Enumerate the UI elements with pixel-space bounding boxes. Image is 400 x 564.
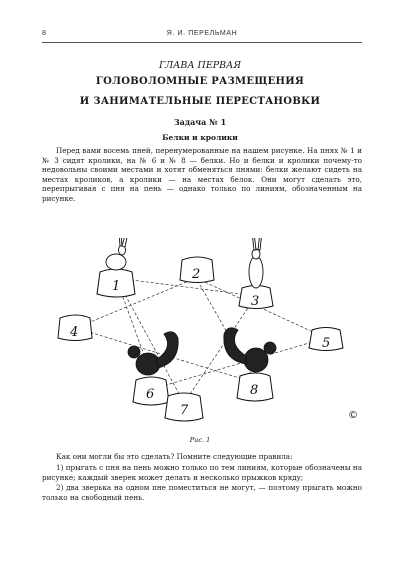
problem-intro-paragraph: Перед вами восемь пней, перенумерованные на нашем рисунке. На пнях № 1 и № 3 сидят кролики, на № 6 и № 8 — белки. Но и белки и кролики почему-то недовольны своими местами и хотят обменяться пнями: белки желают сидеть на местах кроликов, а кролики — на местах белок. Они могут сделать это, перепрыгивая с пня на пень — однако только по линиям, обозначенным на рисунке. <box>42 146 362 203</box>
running-header-author: Я. И. ПЕРЕЛЬМАН <box>166 30 238 37</box>
running-header <box>42 30 362 43</box>
figure-caption: Рис. 1 <box>189 436 211 444</box>
copyright-mark: © <box>348 410 358 421</box>
stump-number-7: 7 <box>180 403 189 418</box>
problem-number: Задача № 1 <box>173 117 227 127</box>
rabbit-icon <box>249 238 263 288</box>
problem-title: Белки и кролики <box>162 133 238 142</box>
rabbit-icon <box>106 238 128 270</box>
question-paragraph: Как они могли бы это сделать? Помните следующие правила: <box>56 452 293 461</box>
stump-number-2: 2 <box>192 267 201 282</box>
stump-number-1: 1 <box>112 279 121 294</box>
figure-stumps-illustration <box>36 238 364 430</box>
chapter-title-line-1: ГОЛОВОЛОМНЫЕ РАЗМЕЩЕНИЯ <box>95 76 305 87</box>
squirrel-icon <box>128 332 178 375</box>
stump-number-4: 4 <box>70 325 79 340</box>
squirrel-icon <box>224 328 276 372</box>
stumps <box>58 257 343 421</box>
stump-number-6: 6 <box>146 387 155 402</box>
stump-number-8: 8 <box>250 383 259 398</box>
chapter-label: ГЛАВА ПЕРВАЯ <box>158 60 242 71</box>
rule-2: 2) два зверька на одном пне поместиться не могут, — поэтому прыгать можно только на свободный пень. <box>42 483 362 502</box>
page-number: 8 <box>42 30 46 37</box>
chapter-title-line-2: И ЗАНИМАТЕЛЬНЫЕ ПЕРЕСТАНОВКИ <box>79 96 321 107</box>
rule-1: 1) прыгать с пня на пень можно только по тем линиям, которые обозначены на рисунке; каждый зверек может делать и несколько прыжков кряду; <box>42 463 362 482</box>
stump-number-3: 3 <box>251 294 260 309</box>
stump-number-5: 5 <box>322 336 331 351</box>
